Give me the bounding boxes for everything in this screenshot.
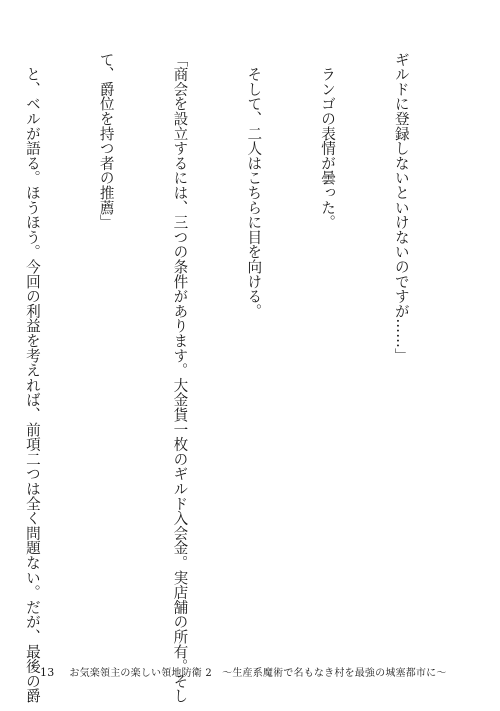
text-line: 「商会を設立するには、三つの条件があります。大金貨一枚のギルド入会金。実店舗の所有。そし xyxy=(171,52,189,704)
page-footer xyxy=(40,667,447,680)
page-number: 13 xyxy=(40,666,55,679)
text-line: ギルドに登録しないといけないのですが……」 xyxy=(392,52,410,363)
text-line: と、ベルが語る。ほうほう。今回の利益を考えれば、前項二つは全く問題ない。だが、最後の爵 xyxy=(23,52,41,704)
book-title: お気楽領主の楽しい領地防衛 2 〜生産系魔術で名もなき村を最強の城塞都市に〜 xyxy=(69,668,447,679)
text-line: ランゴの表情が曇った。 xyxy=(319,52,337,230)
text-line: て、爵位を持つ者の推薦」 xyxy=(97,52,115,230)
text-line: そして、二人はこちらに目を向ける。 xyxy=(245,52,263,319)
